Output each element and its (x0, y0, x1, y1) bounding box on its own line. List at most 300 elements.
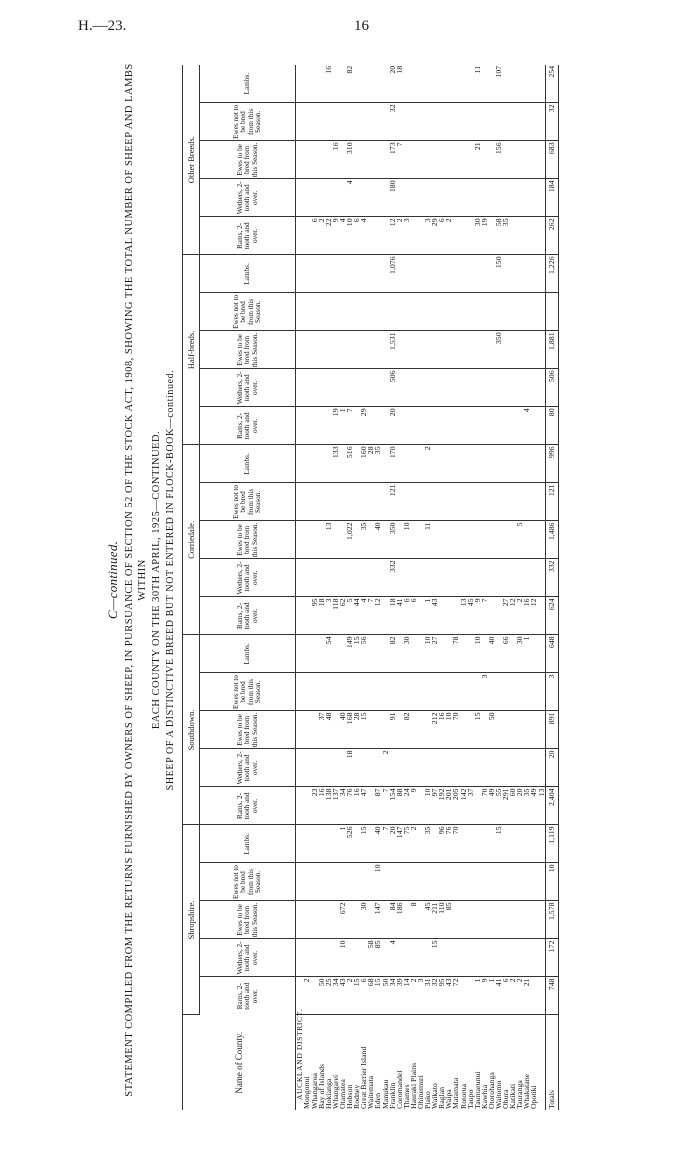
table-cell (460, 407, 467, 445)
table-cell (389, 673, 396, 711)
table-cell (311, 901, 318, 939)
table-cell (502, 369, 509, 407)
table-row (523, 65, 530, 1110)
table-row (460, 65, 467, 1110)
table-cell (516, 293, 523, 331)
table-cell (495, 483, 502, 521)
table-cell (417, 369, 424, 407)
table-cell (509, 939, 516, 977)
table-cell (530, 559, 537, 597)
table-cell (382, 939, 389, 977)
table-cell: 58 (367, 939, 374, 977)
table-cell (474, 749, 481, 787)
table-cell (303, 673, 310, 711)
table-cell (360, 65, 367, 103)
table-cell (438, 255, 445, 293)
table-cell: 16 (438, 711, 445, 749)
table-cell (467, 407, 474, 445)
table-cell (318, 331, 325, 369)
table-cell (445, 65, 452, 103)
table-cell: 18 (389, 597, 396, 635)
county-name: Tauranga (515, 1080, 525, 1109)
table-cell: 10 (445, 711, 452, 749)
table-cell (488, 293, 495, 331)
county-name: Great Barrier Island (359, 1046, 369, 1109)
table-cell (488, 483, 495, 521)
table-cell (538, 977, 546, 1015)
table-cell (445, 939, 452, 977)
table-cell (474, 331, 481, 369)
table-cell (332, 65, 339, 103)
table-cell (318, 255, 325, 293)
table-cell (445, 559, 452, 597)
table-cell (516, 369, 523, 407)
total-cell: 184 (545, 179, 558, 217)
table-cell (332, 825, 339, 863)
table-cell (481, 483, 488, 521)
table-cell (474, 939, 481, 977)
table-cell (410, 863, 417, 901)
table-cell: 2 (318, 217, 325, 255)
statement-title-cont: EACH COUNTY ON THE 30TH APRIL, 1925—CONTINUED. (151, 430, 163, 730)
table-cell: 10 (403, 521, 410, 559)
table-cell (509, 445, 516, 483)
table-cell (417, 597, 424, 635)
table-cell (481, 331, 488, 369)
table-cell (452, 65, 459, 103)
county-name: Waipa (444, 1089, 454, 1109)
table-cell (360, 749, 367, 787)
table-cell (325, 293, 332, 331)
table-cell (367, 673, 374, 711)
table-row (374, 65, 381, 1110)
table-cell: 37 (318, 711, 325, 749)
table-cell: 12 (389, 217, 396, 255)
table-cell (502, 559, 509, 597)
table-cell (311, 293, 318, 331)
table-cell (374, 483, 381, 521)
table-cell: 16 (353, 787, 360, 825)
column-subheader: Ewes to be bred from this Season. (200, 711, 296, 749)
table-cell: 7 (346, 407, 353, 445)
table-cell (417, 141, 424, 179)
table-cell (445, 293, 452, 331)
table-cell (431, 863, 438, 901)
table-cell (509, 179, 516, 217)
table-cell: 212 (431, 711, 438, 749)
table-cell (360, 483, 367, 521)
column-subheader: Ewes to be bred from this Season. (200, 141, 296, 179)
table-cell (396, 445, 403, 483)
table-cell (346, 103, 353, 141)
table-cell (303, 559, 310, 597)
table-cell (467, 977, 474, 1015)
table-cell (360, 255, 367, 293)
table-cell (495, 445, 502, 483)
table-cell (474, 559, 481, 597)
table-cell (460, 901, 467, 939)
table-cell: 37 (467, 787, 474, 825)
table-cell (346, 293, 353, 331)
table-cell: 4 (360, 597, 367, 635)
table-cell (530, 141, 537, 179)
table-cell (431, 331, 438, 369)
table-cell (460, 559, 467, 597)
county-name: Ohinemuri (415, 1075, 425, 1109)
table-cell (509, 369, 516, 407)
table-cell: 211 (431, 901, 438, 939)
table-cell: 2 (303, 977, 310, 1015)
table-cell: 35 (502, 217, 509, 255)
table-cell: 16 (318, 787, 325, 825)
table-cell (403, 65, 410, 103)
table-cell: 19 (481, 217, 488, 255)
table-cell (488, 103, 495, 141)
county-name: Whangaroa (309, 1073, 319, 1109)
table-cell (403, 559, 410, 597)
table-cell (452, 673, 459, 711)
table-cell: 9 (474, 597, 481, 635)
column-subheader: Wethers, 2-tooth and over. (200, 369, 296, 407)
table-cell (424, 407, 431, 445)
table-cell (410, 445, 417, 483)
county-name: Hobson (345, 1084, 355, 1109)
table-cell (360, 293, 367, 331)
table-cell (318, 445, 325, 483)
table-row (538, 65, 546, 1110)
table-cell (523, 521, 530, 559)
table-cell: 1,076 (389, 255, 396, 293)
table-cell (516, 179, 523, 217)
county-column-header: Name of County. (183, 1015, 296, 1110)
table-cell (438, 559, 445, 597)
table-cell (339, 179, 346, 217)
table-cell (438, 141, 445, 179)
table-cell (353, 65, 360, 103)
column-subheader: Rams, 2-tooth and over. (200, 787, 296, 825)
table-cell (488, 559, 495, 597)
table-cell (311, 673, 318, 711)
table-cell (509, 293, 516, 331)
table-cell (445, 179, 452, 217)
table-cell (311, 331, 318, 369)
table-cell (509, 65, 516, 103)
table-cell: 672 (339, 901, 346, 939)
table-cell (452, 293, 459, 331)
table-cell (374, 749, 381, 787)
table-cell (523, 141, 530, 179)
table-cell (303, 255, 310, 293)
table-cell (325, 369, 332, 407)
table-cell (452, 521, 459, 559)
table-cell (495, 179, 502, 217)
total-cell: 3 (545, 673, 558, 711)
table-cell: 168 (346, 711, 353, 749)
table-cell (509, 103, 516, 141)
district-name: AUCKLAND DISTRICT. (295, 1009, 305, 1100)
table-cell (460, 141, 467, 179)
table-cell (410, 179, 417, 217)
table-cell: 6 (360, 977, 367, 1015)
district-row (296, 65, 304, 1110)
table-cell: 7 (382, 825, 389, 863)
table-cell (530, 369, 537, 407)
table-cell: 170 (389, 445, 396, 483)
total-cell: 32 (545, 103, 558, 141)
county-name: Opotiki (529, 1085, 539, 1109)
table-cell (481, 103, 488, 141)
table-cell (382, 863, 389, 901)
table-cell (509, 673, 516, 711)
county-name: Otamatea (337, 1079, 347, 1109)
table-cell (452, 407, 459, 445)
table-cell (303, 103, 310, 141)
table-cell (353, 331, 360, 369)
table-cell (495, 939, 502, 977)
table-cell (474, 407, 481, 445)
table-cell: 66 (502, 635, 509, 673)
table-cell (431, 255, 438, 293)
table-cell (374, 331, 381, 369)
table-cell (346, 255, 353, 293)
column-subheader: Wethers, 2-tooth and over. (200, 749, 296, 787)
table-cell (502, 65, 509, 103)
table-cell (396, 255, 403, 293)
column-subheader: Lambs. (200, 825, 296, 863)
table-cell (417, 673, 424, 711)
table-cell (502, 445, 509, 483)
table-cell: 22 (325, 217, 332, 255)
table-cell: 95 (311, 597, 318, 635)
table-cell (509, 559, 516, 597)
table-cell: 16 (523, 597, 530, 635)
column-subheader: Wethers, 2-tooth and over. (200, 179, 296, 217)
table-row (360, 65, 367, 1110)
table-cell: 4 (360, 217, 367, 255)
table-cell (438, 445, 445, 483)
table-cell (509, 521, 516, 559)
table-cell (424, 65, 431, 103)
table-cell: 34 (339, 787, 346, 825)
rotated-statement (105, 50, 650, 1110)
table-cell (467, 179, 474, 217)
table-cell (325, 103, 332, 141)
table-cell (474, 673, 481, 711)
table-cell (325, 749, 332, 787)
county-name: Piako (423, 1091, 433, 1109)
table-cell (523, 711, 530, 749)
table-cell (346, 673, 353, 711)
table-cell (488, 673, 495, 711)
table-cell (417, 939, 424, 977)
table-cell: 55 (495, 787, 502, 825)
total-cell: 2,404 (545, 787, 558, 825)
table-cell (360, 103, 367, 141)
group-header-other-breeds: Other Breeds. (183, 65, 200, 255)
table-cell: 60 (509, 787, 516, 825)
county-name: Katikati (508, 1083, 518, 1109)
table-cell (403, 179, 410, 217)
table-cell (474, 863, 481, 901)
table-cell (502, 255, 509, 293)
table-cell (495, 103, 502, 141)
table-cell: 350 (389, 521, 396, 559)
table-cell (424, 141, 431, 179)
table-cell: 10 (374, 863, 381, 901)
table-cell (481, 369, 488, 407)
table-cell (410, 635, 417, 673)
county-name: Ohura (501, 1089, 511, 1109)
table-cell: 27 (502, 597, 509, 635)
table-cell (530, 179, 537, 217)
table-cell (311, 749, 318, 787)
table-cell (403, 863, 410, 901)
table-cell (502, 749, 509, 787)
table-cell: 350 (495, 331, 502, 369)
table-cell (438, 635, 445, 673)
column-subheader: Lambs. (200, 445, 296, 483)
table-cell (417, 331, 424, 369)
table-cell: 41 (495, 977, 502, 1015)
table-cell (403, 901, 410, 939)
county-name: Hokianga (323, 1078, 333, 1109)
table-cell (538, 483, 546, 521)
table-cell: 3 (325, 597, 332, 635)
table-cell (509, 217, 516, 255)
county-name: Hauraki Plains (408, 1062, 418, 1109)
table-cell: 30 (403, 635, 410, 673)
table-cell (460, 445, 467, 483)
table-cell (417, 65, 424, 103)
table-cell (417, 103, 424, 141)
table-cell: 10 (424, 635, 431, 673)
table-cell (474, 521, 481, 559)
table-cell (403, 673, 410, 711)
table-cell: 70 (452, 825, 459, 863)
table-cell: 50 (488, 711, 495, 749)
table-cell (530, 711, 537, 749)
table-cell: 20 (389, 65, 396, 103)
table-cell: 1 (424, 597, 431, 635)
table-cell (516, 445, 523, 483)
table-cell (467, 369, 474, 407)
county-name: Taupo (465, 1089, 475, 1109)
table-cell: 1 (339, 407, 346, 445)
table-cell (318, 749, 325, 787)
table-cell (346, 939, 353, 977)
table-cell (452, 559, 459, 597)
table-cell: 11 (474, 65, 481, 103)
table-cell: 3 (403, 217, 410, 255)
column-subheader: Ewes not to be bred from this Season. (200, 673, 296, 711)
table-cell (445, 673, 452, 711)
table-cell (346, 863, 353, 901)
table-cell: 15 (353, 977, 360, 1015)
table-cell: 76 (346, 787, 353, 825)
table-cell (474, 825, 481, 863)
table-cell (467, 445, 474, 483)
table-cell (530, 255, 537, 293)
county-name (538, 1015, 546, 1110)
table-cell (346, 369, 353, 407)
table-cell (488, 939, 495, 977)
table-cell (332, 369, 339, 407)
table-cell (502, 939, 509, 977)
table-cell (481, 939, 488, 977)
table-cell: 35 (424, 825, 431, 863)
table-cell (431, 445, 438, 483)
table-cell: 49 (488, 787, 495, 825)
table-cell (318, 863, 325, 901)
table-cell (367, 749, 374, 787)
table-cell: 27 (431, 635, 438, 673)
table-cell (374, 141, 381, 179)
table-cell (431, 749, 438, 787)
table-cell (502, 483, 509, 521)
table-cell (495, 863, 502, 901)
table-cell (502, 179, 509, 217)
county-name: Mongonui (302, 1076, 312, 1109)
table-cell (509, 331, 516, 369)
table-cell (502, 863, 509, 901)
table-cell (374, 103, 381, 141)
table-cell (360, 331, 367, 369)
table-cell (410, 673, 417, 711)
table-cell (417, 711, 424, 749)
table-cell (509, 407, 516, 445)
table-cell: 15 (360, 825, 367, 863)
table-cell (403, 293, 410, 331)
total-cell: 1,119 (545, 825, 558, 863)
table-cell (339, 559, 346, 597)
table-cell (474, 293, 481, 331)
group-header-corriedale: Corriedale. (183, 445, 200, 635)
table-cell (332, 863, 339, 901)
table-cell (346, 331, 353, 369)
table-cell (538, 217, 546, 255)
table-cell (382, 673, 389, 711)
table-cell (538, 445, 546, 483)
total-cell: 1,226 (545, 255, 558, 293)
table-cell (417, 407, 424, 445)
table-cell: 35 (360, 521, 367, 559)
table-cell (311, 103, 318, 141)
table-cell (445, 141, 452, 179)
table-cell: 82 (346, 65, 353, 103)
table-cell: 2 (396, 217, 403, 255)
table-cell (353, 103, 360, 141)
table-cell: 15 (495, 825, 502, 863)
table-cell (481, 749, 488, 787)
table-cell (495, 711, 502, 749)
table-cell (353, 863, 360, 901)
table-cell (367, 711, 374, 749)
total-cell (545, 293, 558, 331)
table-cell (438, 749, 445, 787)
table-cell (438, 369, 445, 407)
table-cell (452, 863, 459, 901)
total-cell: 624 (545, 597, 558, 635)
table-cell (523, 483, 530, 521)
table-cell: 310 (346, 141, 353, 179)
column-subheader: Ewes not to be bred from this Season. (200, 103, 296, 141)
table-cell: 12 (530, 597, 537, 635)
table-cell (346, 559, 353, 597)
table-cell (481, 179, 488, 217)
table-cell (339, 331, 346, 369)
table-cell (538, 825, 546, 863)
table-cell (452, 369, 459, 407)
